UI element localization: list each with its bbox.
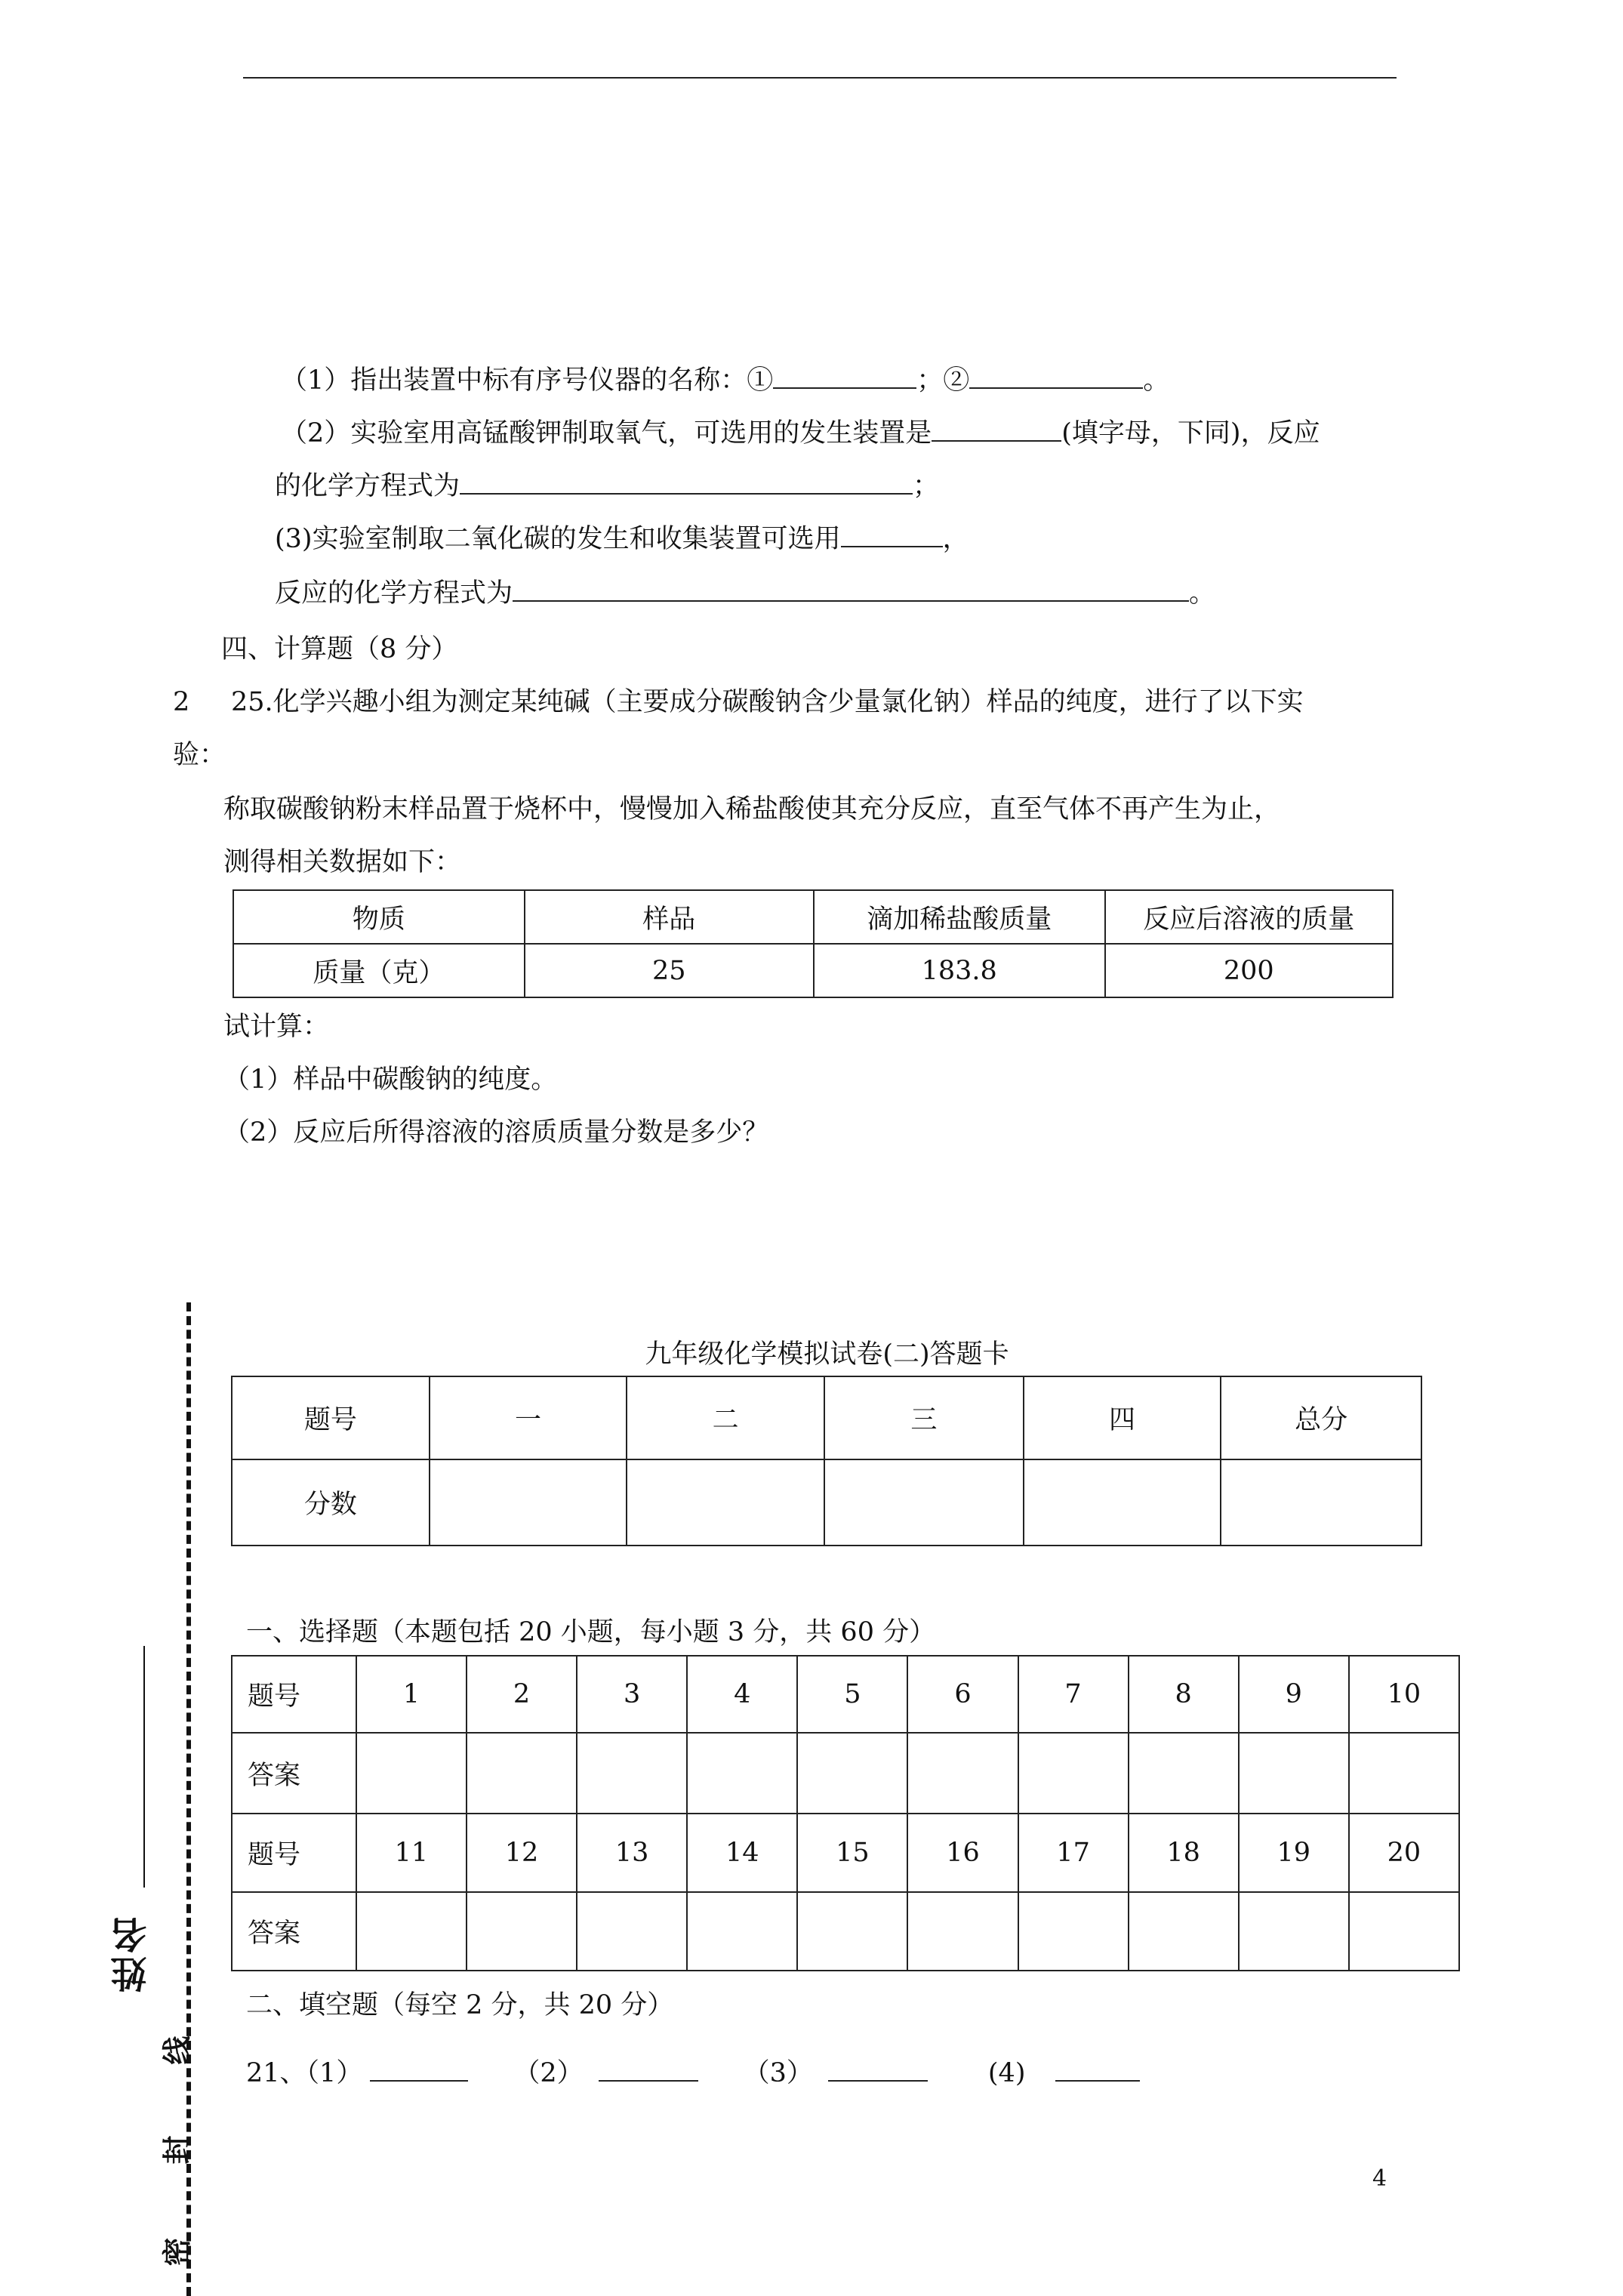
score-header-cell: 总分 bbox=[1221, 1376, 1421, 1459]
question-2b-text: 的化学方程式为 bbox=[275, 471, 460, 501]
score-input-cell[interactable] bbox=[824, 1459, 1024, 1546]
answer-cell[interactable] bbox=[1349, 1733, 1459, 1814]
answer-cell[interactable] bbox=[356, 1892, 467, 1971]
mc-number: 10 bbox=[1349, 1656, 1459, 1733]
table-cell: 200 bbox=[1105, 944, 1393, 997]
answer-blank[interactable] bbox=[828, 2057, 928, 2082]
mc-number: 1 bbox=[356, 1656, 467, 1733]
question-1-line bbox=[281, 364, 1169, 397]
mc-number: 14 bbox=[687, 1814, 797, 1892]
question-21-line bbox=[246, 2057, 1140, 2090]
header-rule bbox=[243, 77, 1397, 79]
score-header-cell: 题号 bbox=[232, 1376, 430, 1459]
mc-number: 7 bbox=[1018, 1656, 1129, 1733]
answer-blank[interactable] bbox=[773, 365, 916, 389]
answer-blank[interactable] bbox=[460, 470, 913, 495]
table-cell: 质量（克） bbox=[233, 944, 525, 997]
answer-cell[interactable] bbox=[577, 1733, 687, 1814]
table-header-cell: 滴加稀盐酸质量 bbox=[814, 890, 1105, 944]
answer-cell[interactable] bbox=[1129, 1733, 1239, 1814]
table-cell: 183.8 bbox=[814, 944, 1105, 997]
mc-number: 18 bbox=[1129, 1814, 1239, 1892]
answer-cell[interactable] bbox=[1239, 1733, 1349, 1814]
table-row bbox=[232, 1892, 1459, 1971]
answer-cell[interactable] bbox=[1239, 1892, 1349, 1971]
score-input-cell[interactable] bbox=[1024, 1459, 1221, 1546]
table-row bbox=[232, 1656, 1459, 1733]
question-2-suffix: (填字母，下同)，反应 bbox=[1061, 418, 1320, 448]
question-2b-line bbox=[275, 470, 939, 503]
table-row bbox=[232, 1814, 1459, 1892]
score-header-cell: 一 bbox=[430, 1376, 627, 1459]
name-underline bbox=[143, 1646, 145, 1888]
score-input-cell[interactable] bbox=[430, 1459, 627, 1546]
score-header-cell: 二 bbox=[627, 1376, 824, 1459]
score-input-cell[interactable] bbox=[1221, 1459, 1421, 1546]
answer-cell[interactable] bbox=[467, 1733, 577, 1814]
mc-number: 19 bbox=[1239, 1814, 1349, 1892]
question-1-separator: ；② bbox=[916, 365, 970, 396]
question-3-text: (3)实验室制取二氧化碳的发生和收集装置可选用 bbox=[275, 524, 841, 554]
stray-mark: 2 bbox=[173, 687, 190, 717]
answer-cell[interactable] bbox=[687, 1733, 797, 1814]
q21-part-2-label: （2） bbox=[513, 2058, 584, 2088]
question-2-line bbox=[281, 417, 1320, 450]
section-1-heading: 一、选择题（本题包括 20 小题，每小题 3 分，共 60 分） bbox=[246, 1617, 936, 1647]
answer-blank[interactable] bbox=[841, 523, 943, 547]
mc-label: 答案 bbox=[232, 1733, 356, 1814]
mc-number: 6 bbox=[907, 1656, 1018, 1733]
question-25-line-1: 25.化学兴趣小组为测定某纯碱（主要成分碳酸钠含少量氯化钠）样品的纯度，进行了以下实 bbox=[231, 687, 1304, 717]
score-table bbox=[231, 1376, 1422, 1546]
answer-blank[interactable] bbox=[599, 2057, 698, 2082]
mc-number: 15 bbox=[797, 1814, 907, 1892]
answer-card-title: 九年级化学模拟试卷(二)答题卡 bbox=[645, 1339, 1009, 1370]
question-25-line-2: 验： bbox=[173, 740, 226, 770]
question-3b-text: 反应的化学方程式为 bbox=[275, 578, 513, 609]
answer-blank[interactable] bbox=[513, 578, 1189, 602]
mc-number: 2 bbox=[467, 1656, 577, 1733]
question-21-label: 21、 bbox=[246, 2058, 306, 2088]
mc-number: 5 bbox=[797, 1656, 907, 1733]
answer-cell[interactable] bbox=[577, 1892, 687, 1971]
mc-number: 9 bbox=[1239, 1656, 1349, 1733]
seal-char-secret: 密 bbox=[159, 2237, 194, 2267]
q21-part-3-label: （3） bbox=[743, 2058, 813, 2088]
question-3b-end: 。 bbox=[1189, 578, 1216, 609]
answer-cell[interactable] bbox=[356, 1733, 467, 1814]
answer-cell[interactable] bbox=[1018, 1733, 1129, 1814]
calc-intro: 试计算： bbox=[223, 1012, 330, 1042]
table-cell: 25 bbox=[525, 944, 814, 997]
name-label: 姓名 bbox=[111, 1914, 153, 1992]
mc-number: 20 bbox=[1349, 1814, 1459, 1892]
question-25-line-3: 称取碳酸钠粉末样品置于烧杯中，慢慢加入稀盐酸使其充分反应，直至气体不再产生为止， bbox=[223, 794, 1281, 824]
mc-number: 11 bbox=[356, 1814, 467, 1892]
score-input-cell[interactable] bbox=[627, 1459, 824, 1546]
question-25-line-4: 测得相关数据如下： bbox=[223, 847, 462, 877]
question-3-end: ， bbox=[942, 524, 969, 554]
question-2b-end: ； bbox=[913, 471, 940, 501]
answer-cell[interactable] bbox=[797, 1892, 907, 1971]
mc-number: 12 bbox=[467, 1814, 577, 1892]
q21-part-4-label: (4) bbox=[987, 2058, 1026, 2088]
data-table bbox=[233, 889, 1394, 998]
section-4-heading: 四、计算题（8 分） bbox=[221, 634, 458, 664]
mc-label: 题号 bbox=[232, 1656, 356, 1733]
seal-char-line: 线 bbox=[159, 2036, 194, 2065]
mc-label: 题号 bbox=[232, 1814, 356, 1892]
calc-question-2: （2）反应后所得溶液的溶质质量分数是多少？ bbox=[223, 1117, 769, 1148]
answer-cell[interactable] bbox=[797, 1733, 907, 1814]
question-3b-line bbox=[275, 577, 1215, 610]
table-header-cell: 样品 bbox=[525, 890, 814, 944]
mc-number: 16 bbox=[907, 1814, 1018, 1892]
question-3-line bbox=[275, 522, 969, 556]
question-1-end: 。 bbox=[1143, 365, 1170, 396]
answer-cell[interactable] bbox=[687, 1892, 797, 1971]
question-2-text: （2）实验室用高锰酸钾制取氧气，可选用的发生装置是 bbox=[281, 418, 932, 448]
answer-cell[interactable] bbox=[1349, 1892, 1459, 1971]
section-2-heading: 二、填空题（每空 2 分，共 20 分） bbox=[246, 1990, 674, 2020]
multiple-choice-table bbox=[231, 1655, 1460, 1971]
page-number: 4 bbox=[1372, 2165, 1387, 2192]
mc-number: 4 bbox=[687, 1656, 797, 1733]
table-header-cell: 反应后溶液的质量 bbox=[1105, 890, 1393, 944]
calc-question-1: （1）样品中碳酸钠的纯度。 bbox=[223, 1065, 558, 1095]
answer-cell[interactable] bbox=[1018, 1892, 1129, 1971]
seal-char-seal: 封 bbox=[159, 2135, 194, 2165]
table-row bbox=[232, 1733, 1459, 1814]
score-row-label: 分数 bbox=[232, 1459, 430, 1546]
answer-cell[interactable] bbox=[467, 1892, 577, 1971]
mc-number: 17 bbox=[1018, 1814, 1129, 1892]
answer-cell[interactable] bbox=[1129, 1892, 1239, 1971]
answer-blank[interactable] bbox=[1055, 2057, 1140, 2082]
answer-blank[interactable] bbox=[932, 418, 1061, 442]
mc-number: 3 bbox=[577, 1656, 687, 1733]
answer-blank[interactable] bbox=[969, 365, 1143, 389]
table-header-cell: 物质 bbox=[233, 890, 525, 944]
question-1-text: （1）指出装置中标有序号仪器的名称：① bbox=[281, 365, 774, 396]
score-header-cell: 四 bbox=[1024, 1376, 1221, 1459]
answer-blank[interactable] bbox=[370, 2057, 468, 2082]
score-header-cell: 三 bbox=[824, 1376, 1024, 1459]
answer-cell[interactable] bbox=[907, 1733, 1018, 1814]
q21-part-1-label: （1） bbox=[306, 2058, 363, 2088]
mc-number: 13 bbox=[577, 1814, 687, 1892]
mc-number: 8 bbox=[1129, 1656, 1239, 1733]
mc-label: 答案 bbox=[232, 1892, 356, 1971]
answer-cell[interactable] bbox=[907, 1892, 1018, 1971]
